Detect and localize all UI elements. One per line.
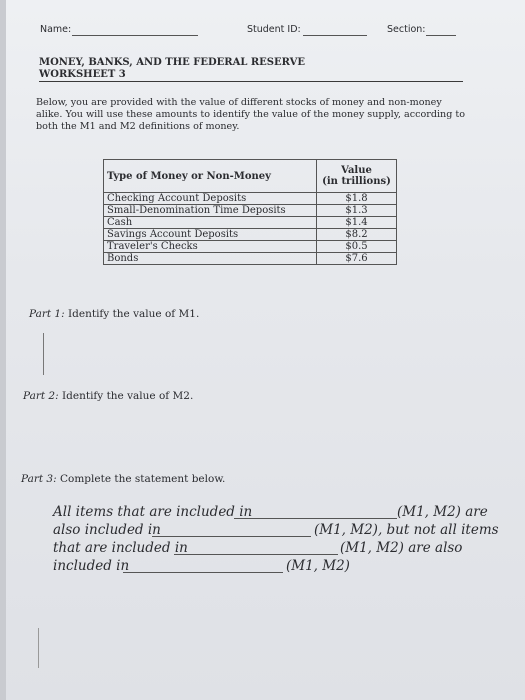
statement-line-2b: (M1, M2), but not all items	[314, 522, 499, 538]
intro-paragraph: Below, you are provided with the value of different stocks of money and non-money alike. You will use these amounts to identify the value of the money supply, according to both the M1 and M2 definitions of money.	[36, 97, 466, 132]
row-label: Cash	[104, 217, 317, 229]
part-1-label: Part 1:	[29, 308, 65, 320]
statement-line-4b: (M1, M2)	[286, 558, 350, 574]
row-value: $7.6	[317, 253, 397, 265]
part-2-prompt	[23, 390, 193, 402]
table-header-row	[104, 160, 397, 193]
row-value: $0.5	[317, 241, 397, 253]
row-label: Traveler's Checks	[104, 241, 317, 253]
worksheet-page	[6, 0, 525, 700]
row-label: Small-Denomination Time Deposits	[104, 205, 317, 217]
pen-mark	[43, 333, 44, 375]
worksheet-title	[39, 57, 305, 81]
col-value-header-line2: (in trillions)	[322, 176, 391, 187]
part-3-text: Complete the statement below.	[60, 473, 226, 485]
title-line-2: WORKSHEET 3	[39, 69, 126, 80]
col-type-header: Type of Money or Non-Money	[104, 160, 317, 193]
title-line-1: MONEY, BANKS, AND THE FEDERAL RESERVE	[39, 57, 305, 68]
statement-line-1a: All items that are included in	[53, 504, 253, 520]
table-row	[104, 229, 397, 241]
part-2-text: Identify the value of M2.	[62, 390, 194, 402]
table-row	[104, 205, 397, 217]
part-3-label: Part 3:	[21, 473, 57, 485]
statement-line-4a: included in	[53, 558, 130, 574]
statement-line-3b: (M1, M2) are also	[340, 540, 463, 556]
title-rule	[39, 81, 463, 82]
row-value: $1.3	[317, 205, 397, 217]
col-value-header	[317, 160, 397, 193]
section-blank[interactable]	[426, 35, 456, 36]
pen-mark	[38, 628, 39, 668]
row-label: Checking Account Deposits	[104, 193, 317, 205]
col-value-header-line1: Value	[341, 165, 372, 176]
part-1-prompt	[29, 308, 199, 320]
table-row	[104, 253, 397, 265]
row-value: $1.4	[317, 217, 397, 229]
statement-line-3a: that are included in	[53, 540, 188, 556]
student-id-blank[interactable]	[303, 35, 367, 36]
row-value: $1.8	[317, 193, 397, 205]
table-row	[104, 241, 397, 253]
statement-line-1b: (M1, M2) are	[397, 504, 488, 520]
statement-blank-3[interactable]	[174, 554, 338, 555]
statement-blank-4[interactable]	[123, 572, 283, 573]
statement-line-2a: also included in	[53, 522, 161, 538]
student-id-label: Student ID:	[247, 24, 301, 35]
row-label: Savings Account Deposits	[104, 229, 317, 241]
row-label: Bonds	[104, 253, 317, 265]
name-label: Name:	[40, 24, 72, 35]
table-row	[104, 217, 397, 229]
table-row	[104, 193, 397, 205]
statement-blank-1[interactable]	[234, 518, 397, 519]
money-table	[103, 159, 397, 265]
section-label: Section:	[387, 24, 426, 35]
part-2-label: Part 2:	[23, 390, 59, 402]
name-blank[interactable]	[72, 35, 198, 36]
row-value: $8.2	[317, 229, 397, 241]
part-1-text: Identify the value of M1.	[68, 308, 200, 320]
statement-blank-2[interactable]	[152, 536, 311, 537]
part-3-prompt	[21, 473, 225, 485]
